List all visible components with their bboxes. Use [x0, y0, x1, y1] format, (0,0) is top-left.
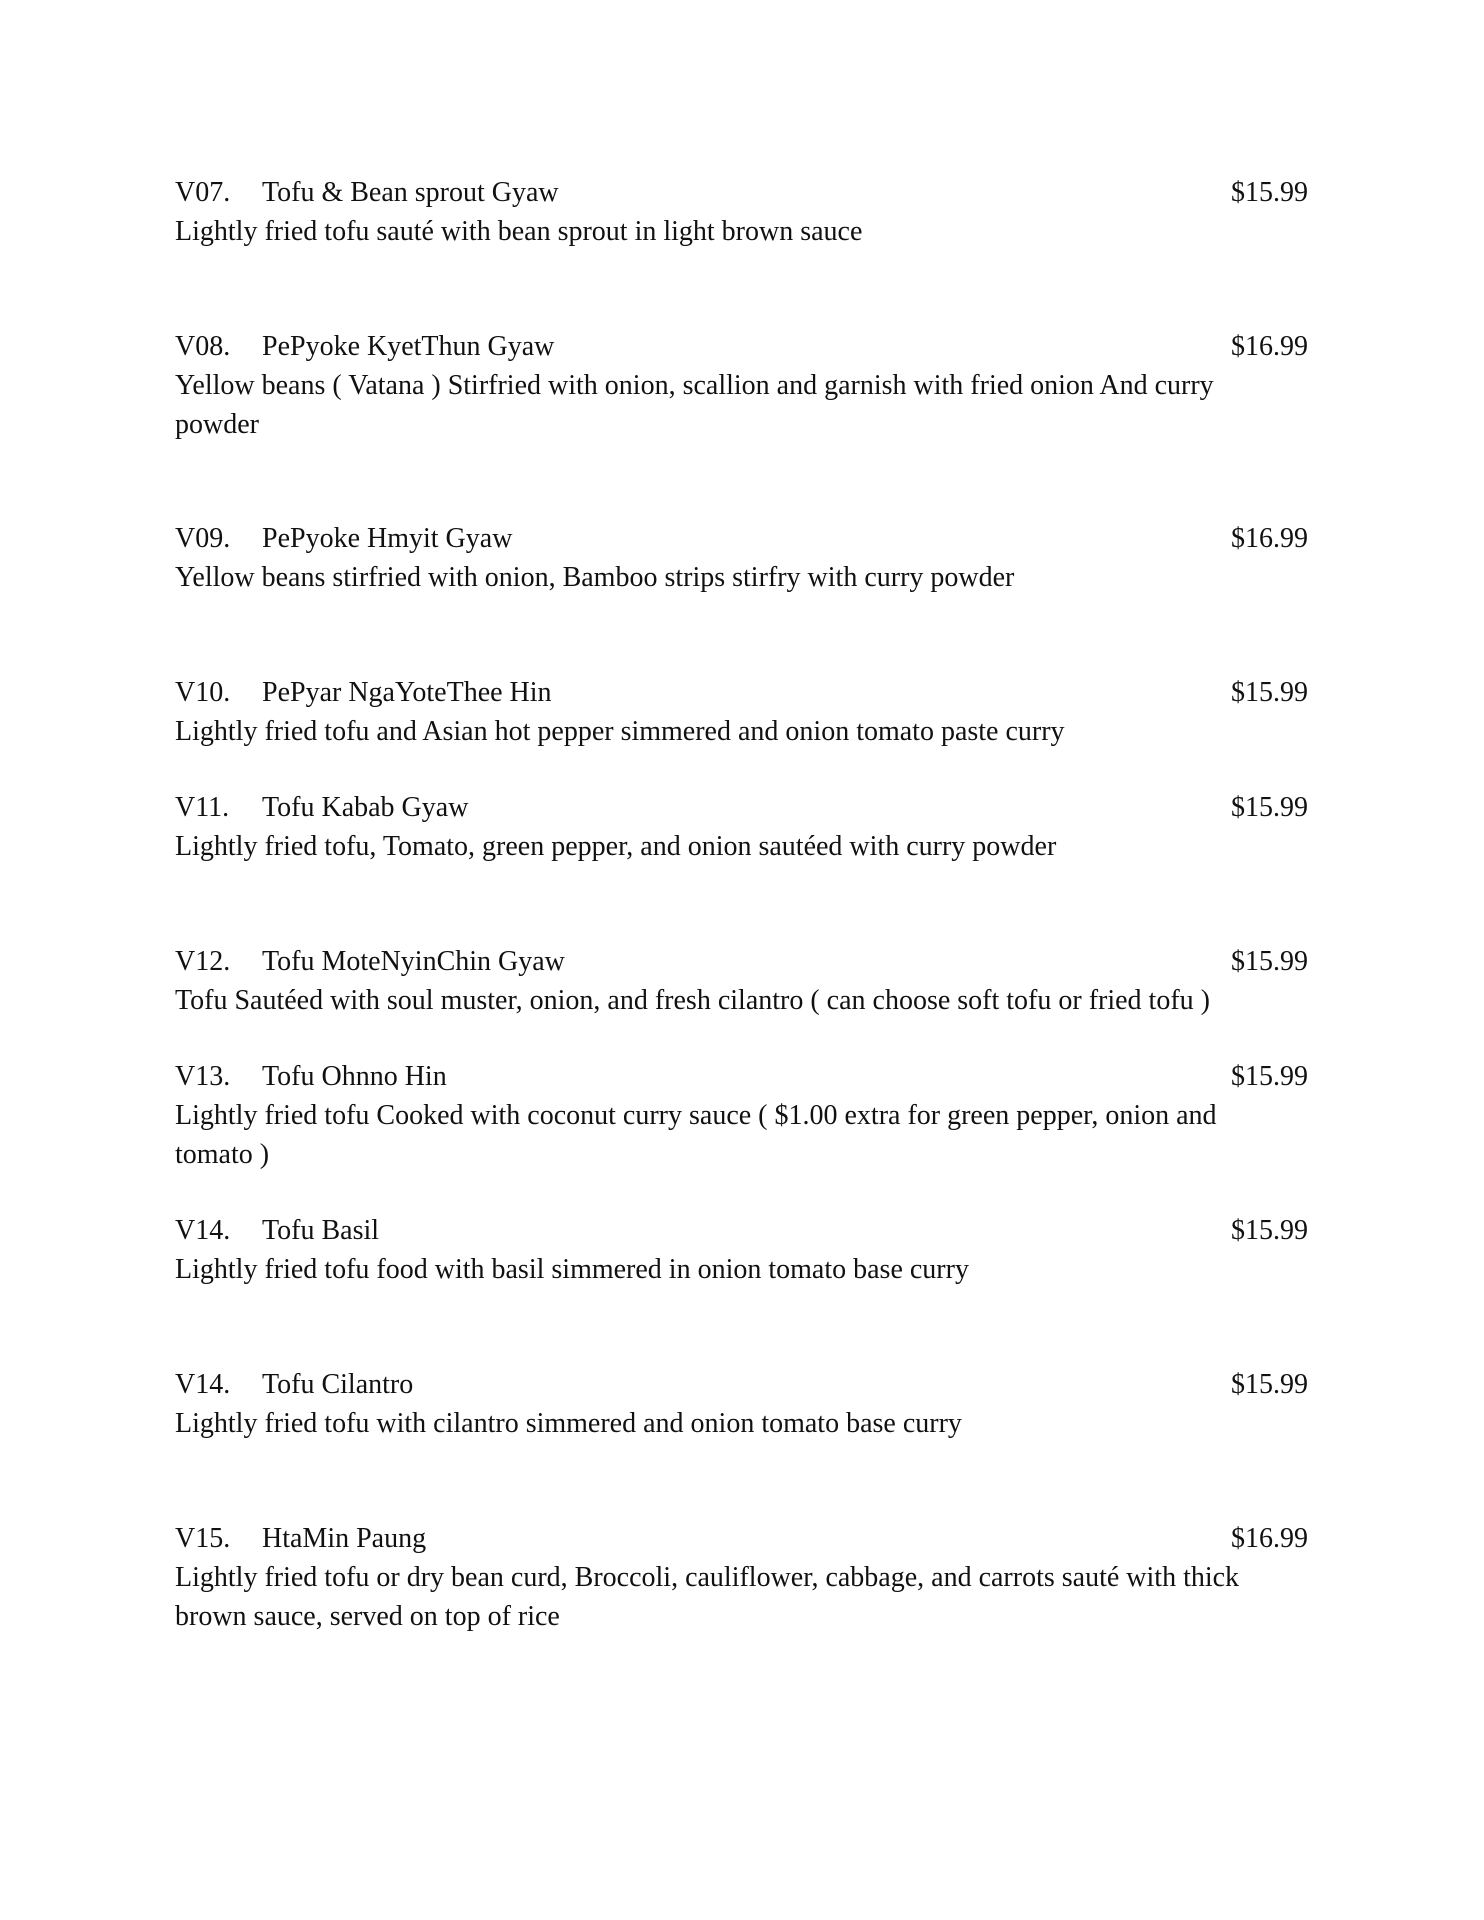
- menu-item-price: $15.99: [1231, 1215, 1308, 1246]
- menu-item-code: V14.: [175, 1215, 231, 1246]
- menu-item-code: V12.: [175, 946, 231, 977]
- menu-item-price: $15.99: [1231, 677, 1308, 708]
- menu-item-header: [175, 327, 1315, 366]
- menu-item-name: Tofu Basil: [262, 1215, 380, 1246]
- menu-item-price: $15.99: [1231, 177, 1308, 208]
- menu-item-description: Lightly fried tofu, Tomato, green pepper, and onion sautéed with curry powder: [175, 831, 1057, 862]
- menu-item-code: V15.: [175, 1523, 231, 1554]
- menu-item-name: PePyar NgaYoteThee Hin: [262, 677, 552, 708]
- menu-item: [175, 673, 1315, 751]
- menu-item-header: [175, 1211, 1315, 1250]
- menu-item-code: V08.: [175, 331, 231, 362]
- menu-item-name: Tofu MoteNyinChin Gyaw: [262, 946, 565, 977]
- menu-item-price: $15.99: [1231, 1061, 1308, 1092]
- menu-item-header: [175, 673, 1315, 712]
- menu-item-description: Lightly fried tofu sauté with bean sprout in light brown sauce: [175, 216, 863, 247]
- menu-item-header: [175, 1365, 1315, 1404]
- menu-item-name: Tofu Kabab Gyaw: [262, 792, 469, 823]
- menu-item-code: V10.: [175, 677, 231, 708]
- menu-item-header: [175, 788, 1315, 827]
- menu-item-description: Tofu Sautéed with soul muster, onion, and fresh cilantro ( can choose soft tofu or fried tofu ): [175, 985, 1210, 1016]
- menu-item: [175, 1519, 1315, 1636]
- menu-item-price: $16.99: [1231, 1523, 1308, 1554]
- menu-item-code: V13.: [175, 1061, 231, 1092]
- menu-item-header: [175, 519, 1315, 558]
- menu-item-header: [175, 173, 1315, 212]
- menu-item-description: Lightly fried tofu and Asian hot pepper simmered and onion tomato paste curry: [175, 716, 1065, 747]
- menu-item-code: V11.: [175, 792, 230, 823]
- menu-item-name: HtaMin Paung: [262, 1523, 427, 1554]
- menu-item-price: $15.99: [1231, 946, 1308, 977]
- menu-item-description: Lightly fried tofu or dry bean curd, Broccoli, cauliflower, cabbage, and carrots sauté with thick brown sauce, served on top of rice: [175, 1562, 1240, 1632]
- menu-item: [175, 519, 1315, 597]
- menu-item: [175, 1365, 1315, 1443]
- menu-item-code: V09.: [175, 523, 231, 554]
- menu-item-header: [175, 1519, 1315, 1558]
- menu-item: [175, 173, 1315, 251]
- menu-item-description: Yellow beans stirfried with onion, Bamboo strips stirfry with curry powder: [175, 562, 1015, 593]
- menu-item-code: V14.: [175, 1369, 231, 1400]
- menu-item-price: $15.99: [1231, 1369, 1308, 1400]
- menu-item-price: $16.99: [1231, 523, 1308, 554]
- menu-item-name: Tofu Cilantro: [262, 1369, 414, 1400]
- menu-item: [175, 1211, 1315, 1289]
- menu-item-description: Lightly fried tofu with cilantro simmered and onion tomato base curry: [175, 1408, 962, 1439]
- menu-item-description: Yellow beans ( Vatana ) Stirfried with onion, scallion and garnish with fried onion And curry powder: [175, 370, 1214, 440]
- menu-item-description: Lightly fried tofu Cooked with coconut curry sauce ( $1.00 extra for green pepper, onion and tomato ): [175, 1100, 1217, 1170]
- menu-item-name: Tofu & Bean sprout Gyaw: [262, 177, 559, 208]
- menu-item-header: [175, 942, 1315, 981]
- menu-item-price: $16.99: [1231, 331, 1308, 362]
- menu-item: [175, 327, 1315, 444]
- menu-item-name: PePyoke Hmyit Gyaw: [262, 523, 513, 554]
- menu-item-header: [175, 1057, 1315, 1096]
- menu-item: [175, 1057, 1315, 1174]
- menu-item-code: V07.: [175, 177, 231, 208]
- menu-item-name: Tofu Ohnno Hin: [262, 1061, 447, 1092]
- menu-item-description: Lightly fried tofu food with basil simmered in onion tomato base curry: [175, 1254, 969, 1285]
- menu-item: [175, 788, 1315, 866]
- menu-item-name: PePyoke KyetThun Gyaw: [262, 331, 555, 362]
- menu-item: [175, 942, 1315, 1020]
- menu-item-price: $15.99: [1231, 792, 1308, 823]
